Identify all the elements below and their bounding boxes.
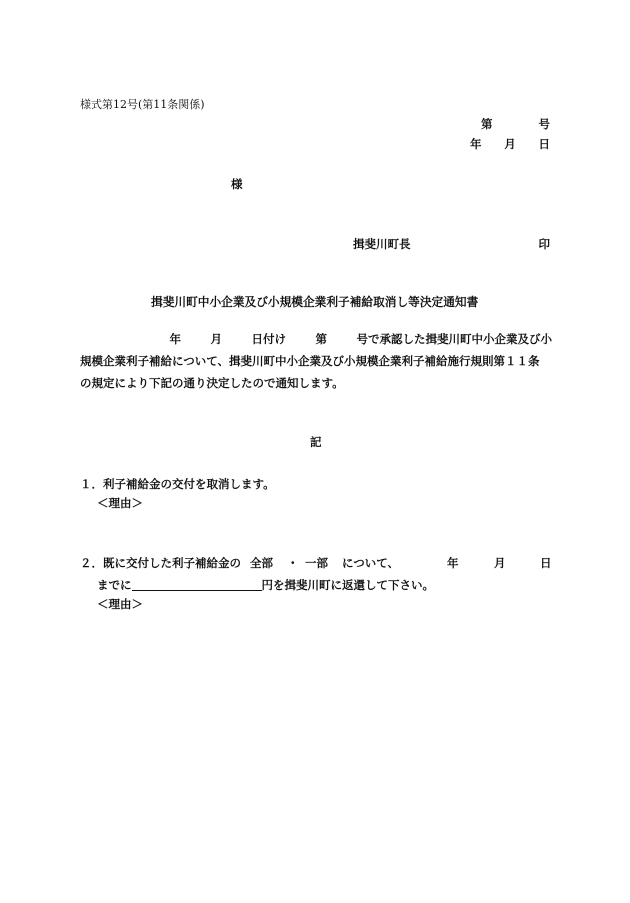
item-2-line-2 xyxy=(97,578,434,592)
amount-blank-line xyxy=(132,578,262,591)
addressee-sama: 様 xyxy=(231,177,243,191)
issue-date-month: 月 xyxy=(504,137,516,151)
seal-mark: 印 xyxy=(538,237,550,251)
body-hitsuke: 日付け xyxy=(251,332,286,346)
document-title: 揖斐川町中小企業及び小規模企業利子補給取消し等決定通知書 xyxy=(151,295,479,309)
issuer-line xyxy=(353,239,550,251)
issuer-title: 揖斐川町長 xyxy=(353,237,411,251)
body-line-3: の規定により下記の通り決定したので通知します。 xyxy=(80,376,344,390)
item-2-day: 日 xyxy=(540,556,552,570)
reference-go: 号 xyxy=(538,117,550,131)
item-1-text: １．利子補給金の交付を取消します。 xyxy=(80,477,275,491)
body-year: 年 xyxy=(169,332,181,346)
item-2-ichibu: 一部 xyxy=(305,556,328,570)
item-2-line-1 xyxy=(80,558,552,572)
item-2-month: 月 xyxy=(494,556,506,570)
item-2-lead: ２．既に交付した利子補給金の xyxy=(80,556,241,570)
item-1-reason: ＜理由＞ xyxy=(97,496,143,510)
item-2-dot: ・ xyxy=(287,556,299,570)
item-2-year: 年 xyxy=(447,556,459,570)
item-2-reason: ＜理由＞ xyxy=(97,597,143,611)
issue-date xyxy=(470,139,550,151)
ki-heading: 記 xyxy=(310,435,322,449)
issue-date-day: 日 xyxy=(538,137,550,151)
reference-dai: 第 xyxy=(481,117,493,131)
item-2-nitsuite: について、 xyxy=(342,556,400,570)
body-month: 月 xyxy=(210,332,222,346)
body-line-1 xyxy=(80,328,552,350)
body-dai: 第 xyxy=(315,332,327,346)
item-2-yen-tail: 円を揖斐川町に返還して下さい。 xyxy=(261,578,434,592)
item-2-made: までに xyxy=(97,578,132,592)
body-line-2: 規模企業利子補給について、揖斐川町中小企業及び小規模企業利子補給施行規則第１１条 xyxy=(80,354,540,368)
item-2-zenbu: 全部 xyxy=(250,556,273,570)
body-line-1-tail: 号で承認した揖斐川町中小企業及び小 xyxy=(356,332,552,346)
form-label: 様式第12号(第11条関係) xyxy=(80,98,205,111)
issue-date-year: 年 xyxy=(470,137,482,151)
notice-body xyxy=(80,328,552,394)
reference-number xyxy=(481,119,550,131)
